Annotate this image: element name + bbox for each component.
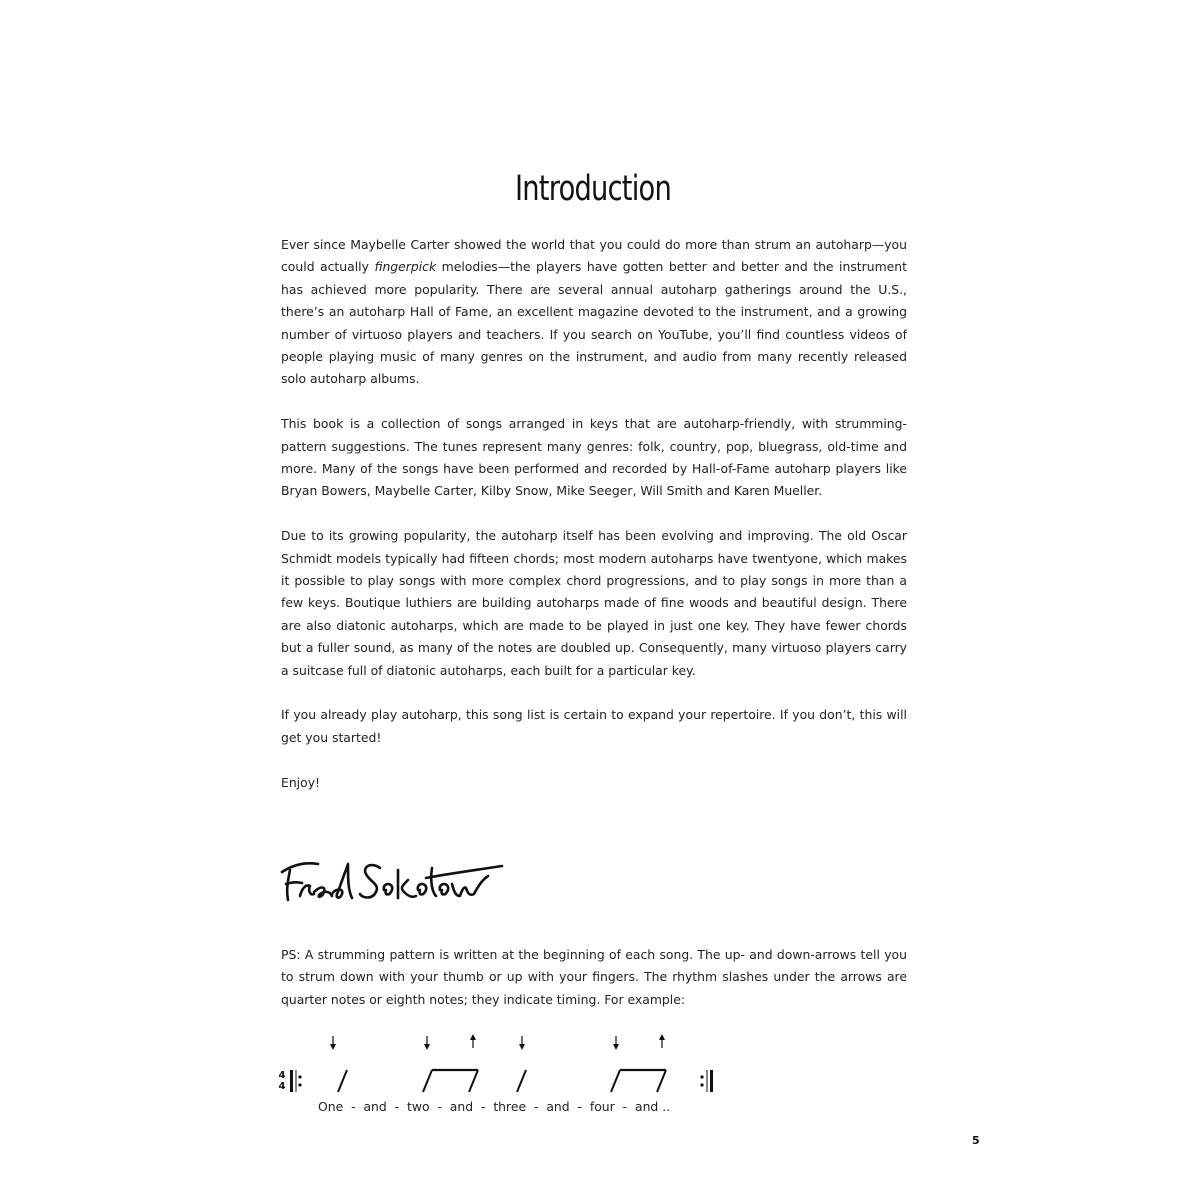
paragraph-1-emphasis: fingerpick [374, 259, 437, 275]
paragraph-1 [281, 234, 907, 391]
repeat-start-sign [290, 1070, 302, 1092]
paragraph-3: Due to its growing popularity, the autoharp itself has been evolving and improving. The old Oscar Schmidt models typically had fifteen chords; most modern autoharps have twentyone, which makes it possible to play songs with more complex chord progressions, and to play songs in more than a few keys. Boutique luthiers are building autoharps made of fine woods and beautiful design. There are also diatonic autoharps, which are made to be played in just one key. They have fewer chords but a fuller sound, as many of the notes are doubled up. Consequently, many virtuoso players carry a suitcase full of diatonic autoharps, each built for a particular key. [281, 528, 907, 678]
repeat-end-sign [700, 1070, 713, 1092]
quarter-note-2 [517, 1036, 526, 1092]
paragraph-4: If you already play autoharp, this song list is certain to expand your repertoire. If you don’t, this will get you started! [281, 707, 907, 745]
handwritten-signature [276, 850, 516, 910]
down-arrow-icon [424, 1044, 430, 1050]
strumming-pattern-notation [270, 1030, 730, 1095]
down-arrow-icon [519, 1044, 525, 1050]
quarter-note-1 [330, 1036, 347, 1092]
introduction-body [281, 234, 907, 794]
eighth-pair-1 [423, 1034, 478, 1092]
up-arrow-icon [470, 1034, 476, 1040]
down-arrow-icon [330, 1044, 336, 1050]
signoff: Enjoy! [281, 774, 321, 790]
page-number: 5 [972, 1134, 980, 1147]
paragraph-1-start: Ever since Maybelle Carter showed the world that you could do more than strum an autoharp—you could actually [281, 237, 907, 275]
rhythm-counting: One - and - two - and - three - and - four - and .. [318, 1099, 671, 1114]
down-arrow-icon [613, 1044, 619, 1050]
paragraph-2: This book is a collection of songs arranged in keys that are autoharp-friendly, with strumming-pattern suggestions. The tunes represent many genres: folk, country, pop, bluegrass, old-time and more. Many of the songs have been performed and recorded by Hall-of-Fame autoharp players like Bryan Bowers, Maybelle Carter, Kilby Snow, Mike Seeger, Will Smith and Karen Mueller. [281, 416, 907, 499]
page-title: Introduction [515, 169, 671, 210]
postscript: PS: A strumming pattern is written at the beginning of each song. The up- and down-arrows tell you to strum down with your thumb or up with your fingers. The rhythm slashes under the arrows are quarter notes or eighth notes; they indicate timing. For example: [281, 947, 907, 1007]
eighth-pair-2 [611, 1034, 666, 1092]
time-signature [279, 1070, 286, 1092]
time-signature-bottom: 4 [278, 1081, 286, 1092]
paragraph-1-end: melodies—the players have gotten better and better and the instrument has achieved more popularity. There are several annual autoharp gatherings around the U.S., there’s an autoharp Hall of Fame, an excellent magazine devoted to the instrument, and a growing number of virtuoso players and teachers. If you search on YouTube, you’ll find countless videos of people playing music of many genres on the instrument, and audio from many recently released solo autoharp albums. [281, 259, 907, 387]
up-arrow-icon [659, 1034, 665, 1040]
time-signature-top: 4 [278, 1070, 286, 1081]
